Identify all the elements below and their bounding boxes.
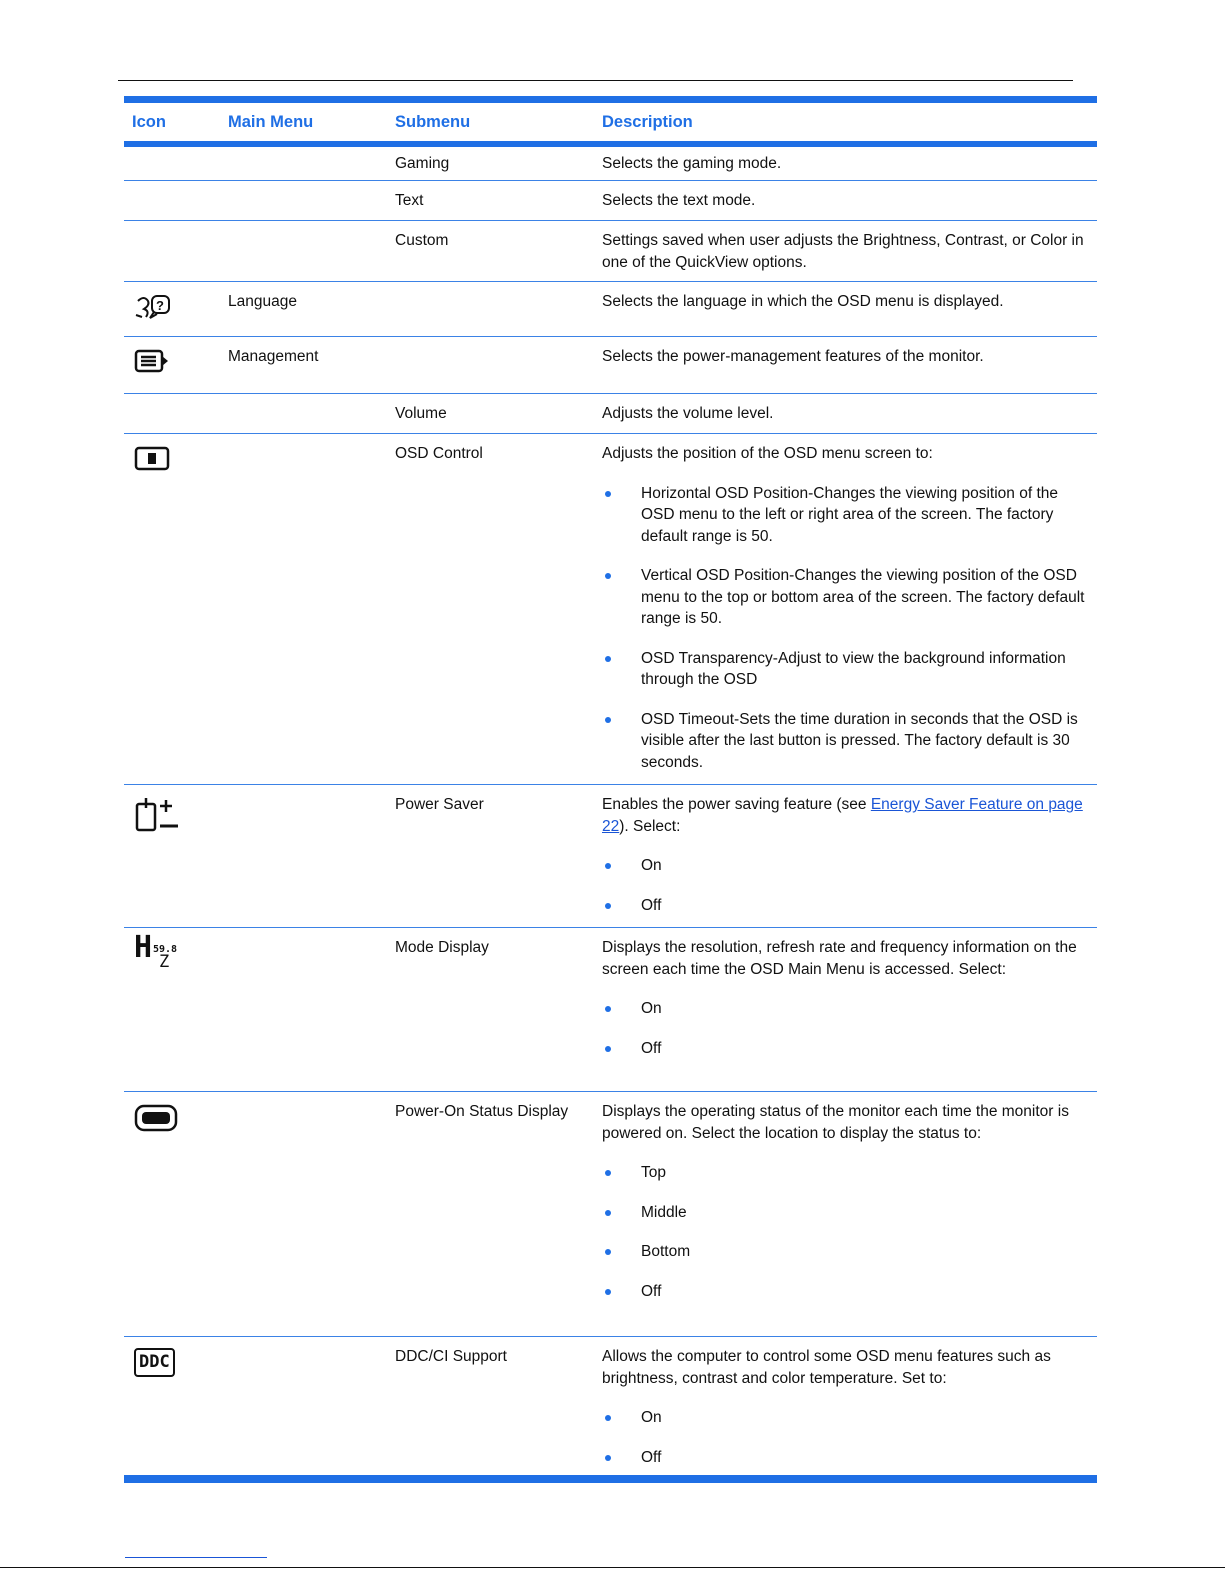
submenu-power-on-status: Power-On Status Display bbox=[395, 1103, 569, 1120]
mode-display-options bbox=[602, 998, 1091, 1059]
ddc-ci-options bbox=[602, 1407, 1091, 1468]
mode-display-icon bbox=[134, 930, 184, 975]
footer-link-underline bbox=[125, 1557, 267, 1558]
table-header bbox=[124, 103, 1097, 141]
submenu-mode-display: Mode Display bbox=[395, 939, 489, 956]
list-item: Off bbox=[602, 1281, 1091, 1303]
top-rule bbox=[118, 80, 1073, 81]
description-gaming: Selects the gaming mode. bbox=[602, 155, 782, 172]
bottom-rule bbox=[0, 1567, 1225, 1568]
list-item: Bottom bbox=[602, 1241, 1091, 1263]
list-item: Middle bbox=[602, 1202, 1091, 1224]
list-item: Off bbox=[602, 1038, 1091, 1060]
list-item: OSD Transparency-Adjust to view the background information through the OSD bbox=[602, 648, 1091, 691]
submenu-gaming: Gaming bbox=[395, 155, 450, 172]
list-item: Off bbox=[602, 895, 1091, 917]
list-item: On bbox=[602, 855, 1091, 877]
table-row bbox=[124, 147, 1097, 180]
table-row bbox=[124, 336, 1097, 393]
description-power-on-status: Displays the operating status of the monitor each time the monitor is powered on. Select the location to display the status to: bbox=[602, 1103, 1069, 1142]
list-item: On bbox=[602, 1407, 1091, 1429]
description-volume: Adjusts the volume level. bbox=[602, 405, 774, 422]
list-item: Vertical OSD Position-Changes the viewing position of the OSD menu to the top or bottom area of the screen. The factory default range is 50. bbox=[602, 565, 1091, 630]
description-power-saver-suffix: ). Select: bbox=[619, 817, 681, 835]
header-icon: Icon bbox=[132, 113, 166, 131]
list-item: Off bbox=[602, 1447, 1091, 1469]
mode-display-icon-h: H bbox=[134, 930, 153, 965]
table-bottom-bar bbox=[124, 1475, 1097, 1483]
description-mode-display: Displays the resolution, refresh rate and frequency information on the screen each time the OSD Main Menu is accessed. Select: bbox=[602, 939, 1077, 978]
main-menu-management: Management bbox=[228, 348, 319, 365]
description-power-saver bbox=[602, 794, 1091, 837]
list-item: Horizontal OSD Position-Changes the viewing position of the OSD menu to the left or right area of the screen. The factory default range is 50. bbox=[602, 483, 1091, 548]
submenu-custom: Custom bbox=[395, 232, 449, 249]
list-item: On bbox=[602, 998, 1091, 1020]
submenu-power-saver: Power Saver bbox=[395, 796, 484, 813]
energy-saver-link[interactable]: Energy Saver Feature on page 22 bbox=[602, 796, 1083, 835]
management-icon bbox=[134, 348, 170, 381]
osd-control-icon bbox=[134, 445, 170, 478]
description-ddc-ci: Allows the computer to control some OSD menu features such as brightness, contrast and color temperature. Set to: bbox=[602, 1348, 1051, 1387]
submenu-text: Text bbox=[395, 192, 424, 209]
table-top-bar bbox=[124, 96, 1097, 103]
power-on-status-options bbox=[602, 1162, 1091, 1302]
language-icon bbox=[134, 293, 174, 328]
osd-menu-table bbox=[124, 96, 1097, 1483]
table-row bbox=[124, 433, 1097, 784]
osd-control-options bbox=[602, 483, 1091, 774]
mode-display-icon-bottom: Z bbox=[159, 952, 170, 972]
ddc-ci-icon bbox=[134, 1348, 175, 1377]
table-row bbox=[124, 927, 1097, 1091]
table-row bbox=[124, 180, 1097, 220]
submenu-ddc-ci: DDC/CI Support bbox=[395, 1348, 507, 1365]
list-item: Top bbox=[602, 1162, 1091, 1184]
description-osd-control: Adjusts the position of the OSD menu screen to: bbox=[602, 445, 933, 462]
ddc-ci-icon-label: DDC bbox=[139, 1352, 170, 1372]
table-row bbox=[124, 1336, 1097, 1475]
power-saver-icon bbox=[134, 796, 182, 839]
table-row bbox=[124, 1091, 1097, 1336]
main-menu-language: Language bbox=[228, 293, 297, 310]
description-custom: Settings saved when user adjusts the Brightness, Contrast, or Color in one of the QuickView options. bbox=[602, 232, 1084, 271]
table-row bbox=[124, 220, 1097, 281]
header-description: Description bbox=[602, 113, 693, 131]
mode-display-icon-top: 59.8 bbox=[153, 944, 178, 955]
description-text: Selects the text mode. bbox=[602, 192, 756, 209]
table-row bbox=[124, 281, 1097, 336]
table-row bbox=[124, 784, 1097, 927]
submenu-osd-control: OSD Control bbox=[395, 445, 483, 462]
svg-text:?: ? bbox=[156, 298, 164, 313]
description-management: Selects the power-management features of the monitor. bbox=[602, 348, 984, 365]
power-on-status-icon bbox=[134, 1103, 180, 1140]
submenu-volume: Volume bbox=[395, 405, 447, 422]
header-main-menu: Main Menu bbox=[228, 113, 314, 131]
header-submenu: Submenu bbox=[395, 113, 471, 131]
description-power-saver-prefix: Enables the power saving feature (see bbox=[602, 796, 871, 813]
table-row bbox=[124, 393, 1097, 433]
list-item: OSD Timeout-Sets the time duration in seconds that the OSD is visible after the last button is pressed. The factory default is 30 seconds. bbox=[602, 709, 1091, 774]
power-saver-options bbox=[602, 855, 1091, 916]
description-language: Selects the language in which the OSD menu is displayed. bbox=[602, 293, 1004, 310]
